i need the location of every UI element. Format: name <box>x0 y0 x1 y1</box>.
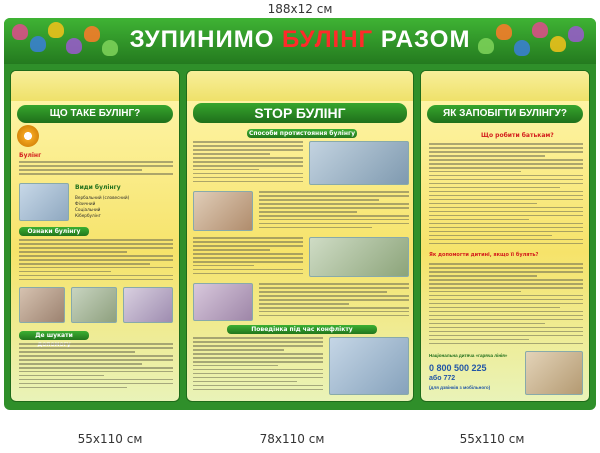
left-panel <box>10 70 180 402</box>
photo-kids-3 <box>193 283 253 321</box>
photo-classroom <box>309 141 409 185</box>
types-list <box>75 195 175 219</box>
parents-text <box>429 143 583 247</box>
right-panel-heading: ЯК ЗАПОБІГТИ БУЛІНГУ? <box>427 105 583 123</box>
banner <box>4 18 596 64</box>
parents-heading: Що робити батькам? <box>481 132 554 139</box>
signs-text <box>19 239 173 283</box>
hotline-short: або 772 <box>429 375 456 382</box>
left-panel-heading: ЩО ТАКЕ БУЛІНГ? <box>17 105 173 123</box>
middle-panel <box>186 70 414 402</box>
counter-heading: Способи протистояння булінгу <box>248 130 356 137</box>
right-panel <box>420 70 590 402</box>
photo-bullying-1 <box>19 287 65 323</box>
counter-text-1 <box>193 141 303 185</box>
banner-title-start: ЗУПИНИМО <box>129 26 283 53</box>
hotline-note: (для дзвінків з мобільного) <box>429 385 491 390</box>
top-dimension-label: 188x12 см <box>267 2 333 16</box>
photo-children <box>19 183 69 221</box>
child-help-heading: Як допомогти дитині, якщо її булять? <box>429 252 539 258</box>
counter-text-4 <box>259 283 409 321</box>
photo-kids-1 <box>193 191 253 231</box>
hotline-label: Національна дитяча «гаряча лінія» <box>429 353 508 358</box>
help-text <box>19 343 173 395</box>
child-help-text <box>429 263 583 349</box>
gear-icon <box>17 125 39 147</box>
intro-word: Булінг <box>19 152 42 159</box>
stand-board <box>4 18 596 410</box>
counter-text-3 <box>193 237 303 277</box>
right-dimension-label: 55x110 см <box>459 432 525 446</box>
signs-heading: Ознаки булінгу <box>19 227 89 236</box>
types-heading: Види булінгу <box>75 184 121 191</box>
photo-kids-2 <box>309 237 409 277</box>
type-item: Вербальний (словесний) <box>75 195 130 200</box>
type-item: Фізичний <box>75 201 96 206</box>
hotline-phone: 0 800 500 225 <box>429 363 487 373</box>
photo-bullying-2 <box>71 287 117 323</box>
handprints-right-icon <box>478 22 588 62</box>
intro-text <box>19 161 173 181</box>
left-dimension-label: 55x110 см <box>77 432 143 446</box>
conflict-heading: Поведінка під час конфлікту <box>227 325 377 334</box>
type-item: Кібербулінг <box>75 213 101 218</box>
banner-title-accent: БУЛІНГ <box>282 26 374 53</box>
photo-bullying-3 <box>123 287 173 323</box>
photo-support <box>525 351 583 395</box>
middle-dimension-label: 78x110 см <box>259 432 325 446</box>
photo-conflict <box>329 337 409 395</box>
help-heading: Де шукати <box>19 331 89 340</box>
banner-title-end: РАЗОМ <box>373 26 471 53</box>
counter-text-2 <box>259 191 409 231</box>
middle-panel-heading: STOP БУЛІНГ <box>193 103 407 123</box>
type-item: Соціальний <box>75 207 101 212</box>
conflict-text <box>193 337 323 397</box>
